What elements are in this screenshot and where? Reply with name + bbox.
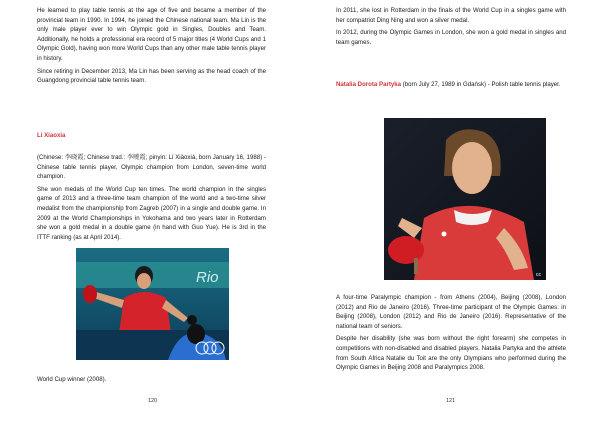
partyka-intro bbox=[336, 80, 566, 90]
paragraph: Since retiring in December 2013, Ma Lin has been serving as the head coach of the Guangdong provincial table tennis team. bbox=[37, 67, 266, 85]
banner-text: Rio bbox=[196, 269, 219, 286]
paragraph: In 2012, during the Olympic Games in London, she won a gold medal in singles and team games. bbox=[336, 29, 566, 46]
natalia-partyka-photo bbox=[384, 118, 546, 280]
li-xiaoxia-photo bbox=[76, 248, 229, 360]
right-intro-text bbox=[336, 6, 566, 47]
photo-illustration bbox=[76, 248, 229, 360]
paragraph: In 2011, she lost in Rotterdam in the finals of the World Cup in a singles game with her compatriot Ding Ning and won a silver medal. bbox=[336, 7, 566, 24]
left-intro-text bbox=[37, 6, 266, 86]
photo-watermark: cc bbox=[536, 272, 541, 278]
paragraph: She won medals of the World Cup ten times. The world champion in the singles game of 2013 and a three-time team champion of the world and a two-time silver medalist from the championship from Zagreb (2007) in a single and double game. In 2009 at the World Championships in Yokohama and two years later in Rotterdam she won a gold medal in a double game (in hand with Guo Yue). He is 3rd in the ITTF ranking (as at April 2014). bbox=[37, 185, 266, 241]
player-name: Natalia Dorota Partyka bbox=[336, 81, 402, 88]
paragraph: He learned to play table tennis at the age of five and became a member of the provincial team in 1990. In 1994, he joined the Chinese national team. Ma Lin is the only male player ever to win Olympic gold in Singles, Doubles and Team. Additionally, he holds a professional era record of 5 major titles (4 World Cups and 1 Olympic Gold), having won more World Cups than any other male table tennis player in history. bbox=[37, 7, 266, 62]
page-number: 121 bbox=[446, 398, 456, 404]
paragraph: A four-time Paralympic champion - from Athens (2004), Beijing (2008), London (2012) and Rio de Janeiro (2016). Three-time participant of the Olympic Games: in Beijing (2008), London (2012) and Rio de Janeiro (2016). Representative of the national team of seniors. bbox=[336, 294, 566, 330]
paragraph: Despite her disability (she was born without the right forearm) she competes in competitions with non-disabled and disabled players. Natalia Partyka and the athlete from South Africa Natalie du Toit are the only Olympians who performed during the Olympic Games in Beijing 2008 and Paralympics 2008. bbox=[336, 335, 566, 372]
paragraph: (Chinese: 李晓霞; Chinese trad.: 李曉霞; pinyin: Lǐ Xiǎoxiá, born January 16, 1988) - Chinese table tennis player, Olympic champion from London, seven-time world champion. bbox=[37, 154, 266, 181]
photo-illustration bbox=[384, 118, 546, 280]
right-page bbox=[300, 0, 600, 424]
bio-text bbox=[37, 153, 266, 242]
partyka-bio bbox=[336, 293, 566, 373]
page-number: 120 bbox=[148, 398, 158, 404]
player-intro-text: (born July 27, 1989 in Gdańsk) - Polish table tennis player. bbox=[401, 81, 561, 88]
section-heading: Li Xiaoxia bbox=[37, 132, 66, 139]
footer-text: World Cup winner (2008). bbox=[37, 376, 107, 383]
